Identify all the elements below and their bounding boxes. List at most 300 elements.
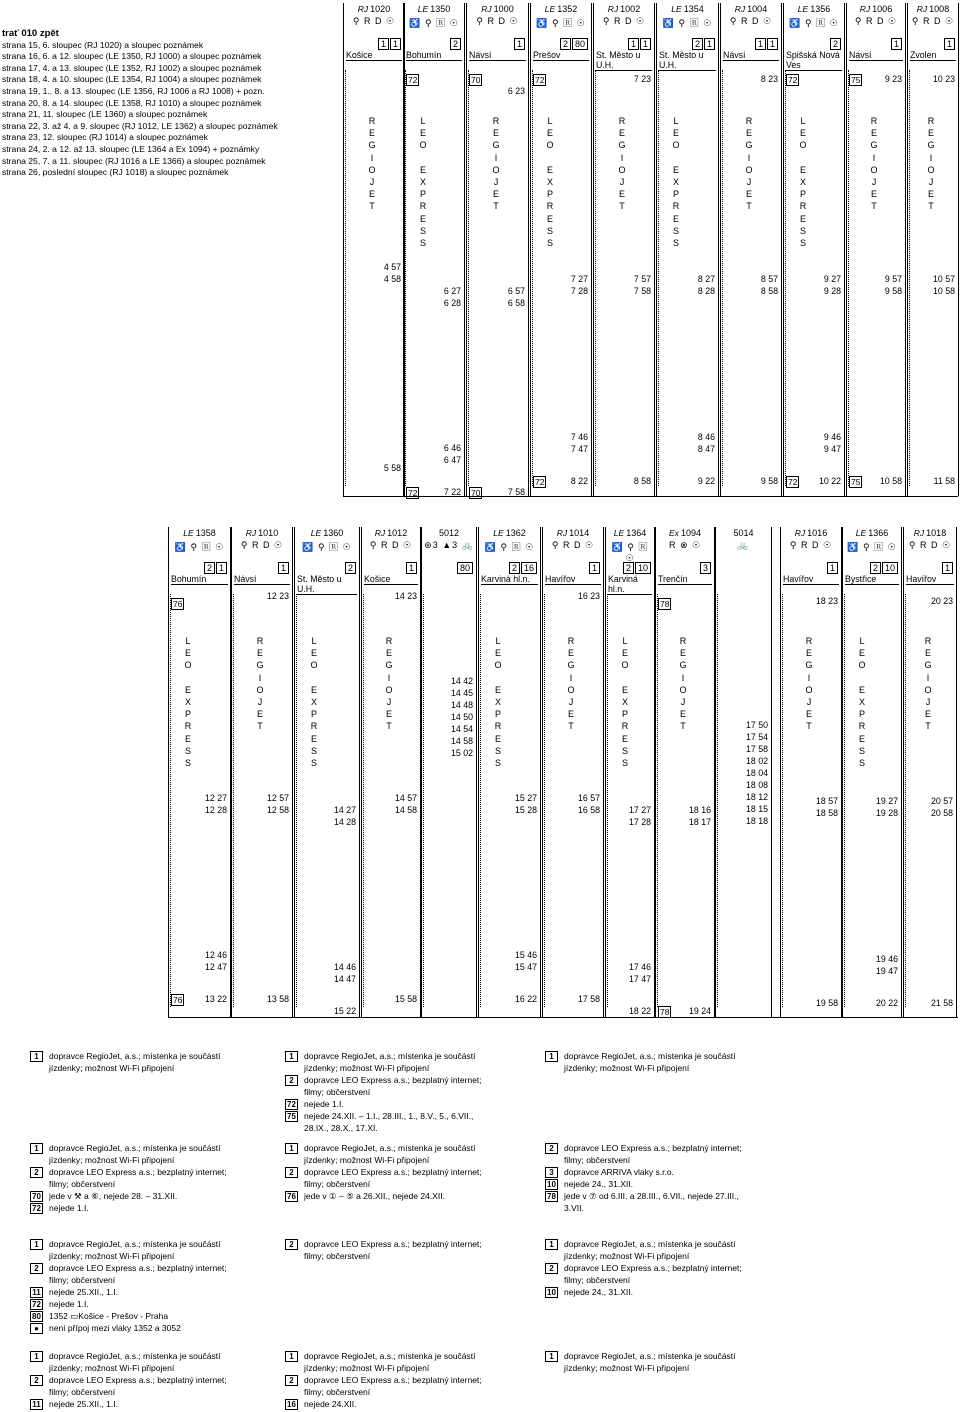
departure-time: 21 58 — [930, 998, 953, 1008]
page-reference-line: strana 21, 11. sloupec (LE 1360) a sloupec poznámek — [2, 109, 208, 120]
footnote-markers — [405, 563, 417, 573]
footnote-key: 2 — [30, 1375, 43, 1386]
footnote-key: 2 — [285, 1375, 298, 1386]
origin-station: Košice — [346, 50, 402, 61]
departure-time: 4 57 — [383, 262, 401, 272]
train-column-ex-1094 — [655, 527, 715, 1017]
departure-time: 19 27 — [875, 796, 898, 806]
footnote-text: dopravce LEO Express a.s.; bezplatný internet; — [564, 1143, 742, 1153]
departure-time: 6 27 — [443, 286, 461, 296]
departure-time: 8 58 — [633, 476, 651, 486]
footnote-text: nejede 24.XII. — [304, 1399, 357, 1409]
train-number — [606, 528, 654, 538]
footnote-text: jízdenky; možnost Wi-Fi připojení — [49, 1363, 175, 1373]
leo-express-label: L E O E X P R E S S — [621, 636, 629, 769]
train-number-value: 1002 — [620, 4, 641, 14]
footnote-text: nejede 24., 31.XII. — [564, 1287, 633, 1297]
footnote-marker: 1 — [767, 38, 778, 50]
footnote-key: 80 — [30, 1311, 43, 1322]
regiojet-label: R E G I O J E T — [745, 116, 753, 212]
day-restriction-marker: 70 — [471, 488, 481, 498]
train-category: LE — [544, 4, 556, 14]
departure-time: 20 22 — [875, 998, 898, 1008]
footnote-marker: 2 — [870, 562, 881, 574]
footnote-markers — [754, 39, 778, 49]
train-column-rj-1000 — [466, 3, 529, 496]
page-reference-line: strana 19, 1., 8. a 13. sloupec (LE 1356, RJ 1006 a RJ 1008) + pozn. — [2, 85, 265, 96]
departure-time: 19 24 — [688, 1006, 711, 1016]
train-number-value: 1094 — [680, 528, 701, 538]
train-category: RJ — [916, 4, 928, 14]
service-icons: ⚲ R D ☉ — [908, 540, 952, 550]
footnote-key: 1 — [285, 1351, 298, 1362]
skip-line — [722, 70, 727, 486]
departure-time: 8 46 — [697, 432, 715, 442]
service-icons: ⊛3 ▲3 🚲 — [424, 540, 474, 550]
footnote-text: filmy; občerstvení — [49, 1179, 116, 1189]
departure-time: 12 58 — [266, 805, 289, 815]
footnote-text: 28.IX., 28.X., 17.XI. — [304, 1123, 378, 1133]
skip-line — [405, 70, 410, 486]
departure-time: 6 57 — [507, 286, 525, 296]
departure-time: 8 47 — [697, 444, 715, 454]
skip-line — [785, 70, 790, 486]
departure-time: 15 28 — [514, 805, 537, 815]
footnote-text: dopravce RegioJet, a.s.; místenka je součástí — [564, 1051, 736, 1061]
departure-time: 12 46 — [204, 950, 227, 960]
departure-time: 14 58 — [450, 736, 473, 746]
skip-line — [468, 70, 473, 486]
departure-time: 12 57 — [266, 793, 289, 803]
footnote-text: jízdenky; možnost Wi-Fi připojení — [49, 1063, 175, 1073]
departure-time: 18 22 — [628, 1006, 651, 1016]
departure-time: 12 27 — [204, 793, 227, 803]
footnote-line — [30, 1310, 270, 1322]
footnote-key: 10 — [545, 1287, 558, 1298]
service-icons: ♿ ⚲ 🅁 ☉ — [174, 542, 225, 552]
train-number — [908, 4, 958, 14]
departure-time: 7 22 — [443, 487, 461, 497]
footnote-line — [545, 1286, 785, 1298]
departure-time: 9 23 — [884, 74, 902, 84]
page-reference-line: strana 18, 4. a 10. sloupec (LE 1354, RJ 1004) a sloupec poznámek — [2, 74, 262, 85]
skip-line — [905, 594, 910, 1007]
day-restriction-marker: 78 — [660, 1007, 670, 1017]
footnote-text: dopravce LEO Express a.s.; bezplatný internet; — [49, 1375, 227, 1385]
footnote-text: filmy; občerstvení — [304, 1251, 371, 1261]
footnote-text: filmy; občerstvení — [564, 1275, 631, 1285]
footnote-key: 1 — [285, 1143, 298, 1154]
regiojet-label: R E G I O J E T — [679, 636, 687, 732]
footnote-key: ● — [30, 1323, 43, 1334]
origin-station: Návsí — [849, 50, 903, 61]
footnote-line — [285, 1074, 535, 1086]
train-number-value: 1004 — [747, 4, 768, 14]
leo-express-label: L E O E X P R E S S — [672, 116, 680, 249]
departure-time: 14 28 — [333, 817, 356, 827]
departure-time: 9 58 — [884, 286, 902, 296]
departure-time: 7 57 — [633, 274, 651, 284]
train-number-value: 1012 — [387, 528, 408, 538]
day-restriction-marker: 72 — [408, 488, 418, 498]
footnote-key: 72 — [285, 1099, 298, 1110]
departure-time: 7 58 — [507, 487, 525, 497]
departure-time: 20 58 — [930, 808, 953, 818]
departure-time: 14 46 — [333, 962, 356, 972]
footnote-marker: 1 — [942, 562, 953, 574]
regiojet-label: R E G I O J E T — [567, 636, 575, 732]
regiojet-label: R E G I O J E T — [805, 636, 813, 732]
train-number — [657, 4, 718, 14]
footnote-line — [285, 1350, 535, 1362]
footnote-line — [30, 1386, 270, 1398]
departure-time: 14 58 — [394, 805, 417, 815]
footnote-block — [545, 1350, 785, 1374]
origin-station: Košice — [364, 574, 418, 585]
footnote-line — [30, 1262, 270, 1274]
footnote-line — [285, 1050, 535, 1062]
origin-station: Karviná hl.n. — [608, 574, 652, 595]
skip-line — [658, 70, 663, 486]
footnote-line — [30, 1322, 270, 1334]
train-number — [362, 528, 420, 538]
train-category: Ex — [669, 528, 679, 538]
leo-express-label: L E O E X P R E S S — [310, 636, 318, 769]
service-icons: ⚲ R D ☉ — [789, 540, 833, 550]
departure-time: 8 28 — [697, 286, 715, 296]
footnote-markers — [456, 563, 473, 573]
footnote-text: jízdenky; možnost Wi-Fi připojení — [564, 1251, 690, 1261]
train-number-value: 1006 — [872, 4, 893, 14]
footnote-line — [285, 1250, 535, 1262]
train-category: RJ — [607, 4, 619, 14]
footnote-key: 72 — [30, 1203, 43, 1214]
departure-time: 18 04 — [745, 768, 768, 778]
service-icons: 🚲 — [737, 540, 750, 550]
footnote-marker: 1 — [628, 38, 639, 50]
departure-time: 18 18 — [745, 816, 768, 826]
departure-time: 14 48 — [450, 700, 473, 710]
origin-station: Bohumín — [406, 50, 462, 61]
footnote-marker: 1 — [704, 38, 715, 50]
departure-time: 6 28 — [443, 298, 461, 308]
footnote-block — [30, 1350, 270, 1410]
footnote-markers — [203, 563, 227, 573]
departure-time: 18 58 — [815, 808, 838, 818]
origin-station: Bystřice — [845, 574, 899, 585]
origin-station: St. Město u U.H. — [596, 50, 652, 71]
footnote-line — [285, 1086, 535, 1098]
train-column-rj-1008 — [907, 3, 959, 496]
departure-time: 8 23 — [760, 74, 778, 84]
footnote-text: dopravce RegioJet, a.s.; místenka je součástí — [49, 1239, 221, 1249]
train-number-value: 1358 — [195, 528, 216, 538]
footnote-line — [30, 1298, 270, 1310]
footnote-line — [30, 1286, 270, 1298]
train-number-value: 1010 — [258, 528, 279, 538]
train-category: RJ — [481, 4, 492, 14]
leo-express-label: L E O E X P R E S S — [419, 116, 427, 249]
footnote-marker: 1 — [827, 562, 838, 574]
departure-time: 18 12 — [745, 792, 768, 802]
skip-line — [657, 594, 662, 1007]
train-number-value: 1354 — [683, 4, 704, 14]
departure-time: 8 57 — [760, 274, 778, 284]
footnote-line — [30, 1154, 270, 1166]
footnote-marker: 2 — [450, 38, 461, 50]
departure-time: 15 02 — [450, 748, 473, 758]
footnote-key: 1 — [30, 1239, 43, 1250]
footnote-line — [545, 1262, 785, 1274]
footnote-block — [285, 1050, 535, 1134]
footnote-text: jízdenky; možnost Wi-Fi připojení — [49, 1155, 175, 1165]
footnote-marker: 1 — [755, 38, 766, 50]
footnote-text: filmy; občerstvení — [304, 1087, 371, 1097]
train-number — [784, 4, 844, 14]
departure-time: 14 54 — [450, 724, 473, 734]
footnote-line — [285, 1122, 535, 1134]
footnote-line — [285, 1166, 535, 1178]
footnote-line — [545, 1154, 805, 1166]
footnote-text: dopravce LEO Express a.s.; bezplatný internet; — [564, 1263, 742, 1273]
train-column-le-1364 — [605, 527, 655, 1017]
day-restriction-marker: 72 — [535, 75, 545, 85]
skip-line — [532, 70, 537, 486]
departure-time: 10 58 — [879, 476, 902, 486]
train-column-rj-1002 — [593, 3, 655, 496]
footnote-line — [30, 1050, 270, 1062]
footnote-line — [545, 1202, 805, 1214]
departure-time: 18 08 — [745, 780, 768, 790]
departure-time: 18 15 — [745, 804, 768, 814]
train-number-value: 1362 — [505, 528, 526, 538]
departure-time: 19 46 — [875, 954, 898, 964]
train-category: RJ — [859, 4, 871, 14]
departure-time: 9 47 — [823, 444, 841, 454]
footnote-text: jízdenky; možnost Wi-Fi připojení — [304, 1363, 430, 1373]
departure-time: 15 27 — [514, 793, 537, 803]
train-number-value: 1018 — [926, 528, 947, 538]
train-number — [721, 4, 781, 14]
footnote-text: jízdenky; možnost Wi-Fi připojení — [564, 1363, 690, 1373]
day-restriction-marker: 70 — [471, 75, 481, 85]
departure-time: 9 58 — [760, 476, 778, 486]
train-number — [781, 528, 841, 538]
footnote-key: 70 — [30, 1191, 43, 1202]
departure-time: 19 28 — [875, 808, 898, 818]
departure-time: 10 22 — [818, 476, 841, 486]
regiojet-label: R E G I O J E T — [256, 636, 264, 732]
service-icons: ⚲ R D ☉ — [911, 16, 955, 26]
footnote-marker: 1 — [589, 562, 600, 574]
day-restriction-marker: 72 — [788, 75, 798, 85]
footnote-marker: 2 — [345, 562, 356, 574]
service-icons: R ⊗ ☉ — [668, 540, 702, 550]
departure-time: 17 27 — [628, 805, 651, 815]
skip-line — [345, 70, 350, 486]
footnote-text: nejede 1.I. — [304, 1099, 344, 1109]
origin-station: Havířov — [545, 574, 601, 585]
train-column-le-1356 — [783, 3, 845, 496]
footnote-text: 3.VII. — [564, 1203, 584, 1213]
day-restriction-marker: 75 — [851, 477, 861, 487]
footnote-block — [30, 1142, 270, 1214]
footnote-line — [285, 1098, 535, 1110]
footnote-text: nejede 1.I. — [49, 1299, 89, 1309]
day-restriction-marker: 76 — [173, 599, 183, 609]
origin-station: Bohumín — [171, 574, 228, 585]
departure-time: 18 17 — [688, 817, 711, 827]
footnote-marker: 1 — [216, 562, 227, 574]
train-number-value: 1014 — [569, 528, 590, 538]
train-column-rj-1014 — [542, 527, 604, 1017]
departure-time: 16 22 — [514, 994, 537, 1004]
service-icons: ♿ ⚲ 🅁 ☉ — [847, 542, 897, 552]
departure-time: 14 50 — [450, 712, 473, 722]
leo-express-label: L E O E X P R E S S — [858, 636, 866, 769]
footnote-marker: 1 — [390, 38, 401, 50]
train-number — [422, 528, 476, 538]
day-restriction-marker: 72 — [408, 75, 418, 85]
departure-time: 13 22 — [204, 994, 227, 1004]
origin-station: Návsí — [723, 50, 779, 61]
departure-time: 6 46 — [443, 443, 461, 453]
train-category: RJ — [374, 528, 386, 538]
train-category: LE — [417, 4, 429, 14]
train-category: LE — [310, 528, 322, 538]
service-icons: ♿ ⚲ 🅁 ☉ — [611, 542, 649, 563]
train-number — [594, 4, 654, 14]
footnote-key: 2 — [30, 1263, 43, 1274]
departure-time: 15 46 — [514, 950, 537, 960]
page-header — [2, 28, 332, 179]
departure-time: 7 27 — [570, 274, 588, 284]
departure-time: 7 47 — [570, 444, 588, 454]
footnote-key: 16 — [285, 1399, 298, 1410]
origin-station: Návsí — [234, 574, 290, 585]
footnote-key: 11 — [30, 1399, 43, 1410]
footnote-key: 1 — [545, 1351, 558, 1362]
skip-line — [480, 594, 485, 1007]
train-column-rj-1010 — [231, 527, 293, 1017]
day-restriction-marker: 78 — [660, 599, 670, 609]
footnote-text: nejede 24., 31.XII. — [564, 1179, 633, 1189]
day-restriction-marker: 75 — [851, 75, 861, 85]
footnote-text: 1352 ▭Košice - Prešov - Praha — [49, 1311, 169, 1321]
service-icons: ♿ ⚲ 🅁 ☉ — [662, 18, 713, 28]
footnote-marker: 1 — [378, 38, 389, 50]
footnote-text: filmy; občerstvení — [304, 1387, 371, 1397]
train-number-value: 1020 — [370, 4, 391, 14]
page-reference-line: strana 25, 7. a 11. sloupec (RJ 1016 a LE 1366) a sloupec poznámek — [2, 155, 266, 166]
departure-time: 14 47 — [333, 974, 356, 984]
train-number-value: 1000 — [493, 4, 514, 14]
page-reference-line: strana 23, 12. sloupec (RJ 1014) a sloupec poznámek — [2, 132, 208, 143]
footnote-marker: 10 — [635, 562, 651, 574]
table-bottom-rule — [168, 1017, 958, 1018]
departure-time: 17 58 — [577, 994, 600, 1004]
page-reference-line: strana 20, 8. a 14. sloupec (LE 1358, RJ 1010) a sloupec poznámek — [2, 97, 262, 108]
service-icons: ⚲ R D ☉ — [854, 16, 898, 26]
skip-line — [170, 594, 175, 1007]
footnote-text: dopravce LEO Express a.s.; bezplatný internet; — [304, 1239, 482, 1249]
departure-time: 11 58 — [933, 476, 955, 486]
train-number-value: 5012 — [438, 528, 460, 538]
footnote-line — [30, 1202, 270, 1214]
footnote-marker: 1 — [891, 38, 902, 50]
train-number-value: 1360 — [323, 528, 344, 538]
train-number — [344, 4, 404, 14]
departure-time: 17 47 — [628, 974, 651, 984]
footnote-text: jízdenky; možnost Wi-Fi připojení — [304, 1063, 430, 1073]
footnote-markers — [890, 39, 902, 49]
departure-time: 10 57 — [932, 274, 955, 284]
skip-line — [607, 594, 612, 1007]
service-icons: ⚲ R D ☉ — [369, 540, 413, 550]
departure-time: 14 57 — [394, 793, 417, 803]
regiojet-label: R E G I O J E T — [368, 116, 376, 212]
footnote-marker: 2 — [509, 562, 520, 574]
footnote-text: jízdenky; možnost Wi-Fi připojení — [564, 1063, 690, 1073]
footnote-block — [285, 1238, 535, 1262]
footnote-marker: 1 — [514, 38, 525, 50]
train-column-5012 — [421, 527, 477, 1017]
footnote-line — [30, 1274, 270, 1286]
footnote-text: nejede 1.I. — [49, 1203, 89, 1213]
footnote-text: dopravce RegioJet, a.s.; místenka je součástí — [49, 1051, 221, 1061]
train-number-value: 1016 — [807, 528, 828, 538]
train-number — [295, 528, 359, 538]
page-reference-line: strana 26, poslední sloupec (RJ 1018) a sloupec poznámek — [2, 167, 229, 178]
train-category: RJ — [556, 528, 568, 538]
footnote-text: dopravce LEO Express a.s.; bezplatný internet; — [49, 1167, 227, 1177]
route-title: trať 010 zpět — [2, 28, 59, 39]
footnote-key: 76 — [285, 1191, 298, 1202]
service-icons: ⚲ R D ☉ — [240, 540, 284, 550]
footnote-line — [545, 1062, 785, 1074]
train-number — [656, 528, 714, 538]
departure-time: 15 47 — [514, 962, 537, 972]
origin-station: St. Město u U.H. — [297, 574, 357, 595]
footnote-line — [30, 1178, 270, 1190]
train-column-rj-1012 — [361, 527, 421, 1017]
skip-line — [233, 594, 238, 1007]
footnote-line — [545, 1362, 785, 1374]
skip-line — [909, 70, 914, 486]
leo-express-label: L E O E X P R E S S — [184, 636, 192, 769]
origin-station: Havířov — [783, 574, 839, 585]
departure-time: 6 58 — [507, 298, 525, 308]
train-category: RJ — [794, 528, 806, 538]
departure-time: 9 28 — [823, 286, 841, 296]
footnote-text: dopravce RegioJet, a.s.; místenka je součástí — [564, 1239, 736, 1249]
train-column-le-1360 — [294, 527, 360, 1017]
footnote-text: jede v ① – ⑤ a 26.XII., nejede 24.XII. — [304, 1191, 445, 1201]
footnote-text: dopravce RegioJet, a.s.; místenka je součástí — [564, 1351, 736, 1361]
train-number-value: 1356 — [810, 4, 831, 14]
train-category: RJ — [913, 528, 925, 538]
footnote-text: jede v ⑦ od 6.III. a 28.III., 6.VII., nejede 27.III., — [564, 1191, 739, 1201]
train-number-value: 1352 — [557, 4, 578, 14]
footnote-key: 2 — [285, 1239, 298, 1250]
footnote-markers — [344, 563, 356, 573]
footnote-key: 10 — [545, 1179, 558, 1190]
footnote-marker: 2 — [623, 562, 634, 574]
service-icons: ♿ ⚲ 🅁 ☉ — [536, 18, 586, 28]
departure-time: 20 57 — [930, 796, 953, 806]
footnote-text: jede v ⚒ a ⑥, nejede 28. – 31.XII. — [49, 1191, 178, 1201]
departure-time: 7 58 — [633, 286, 651, 296]
